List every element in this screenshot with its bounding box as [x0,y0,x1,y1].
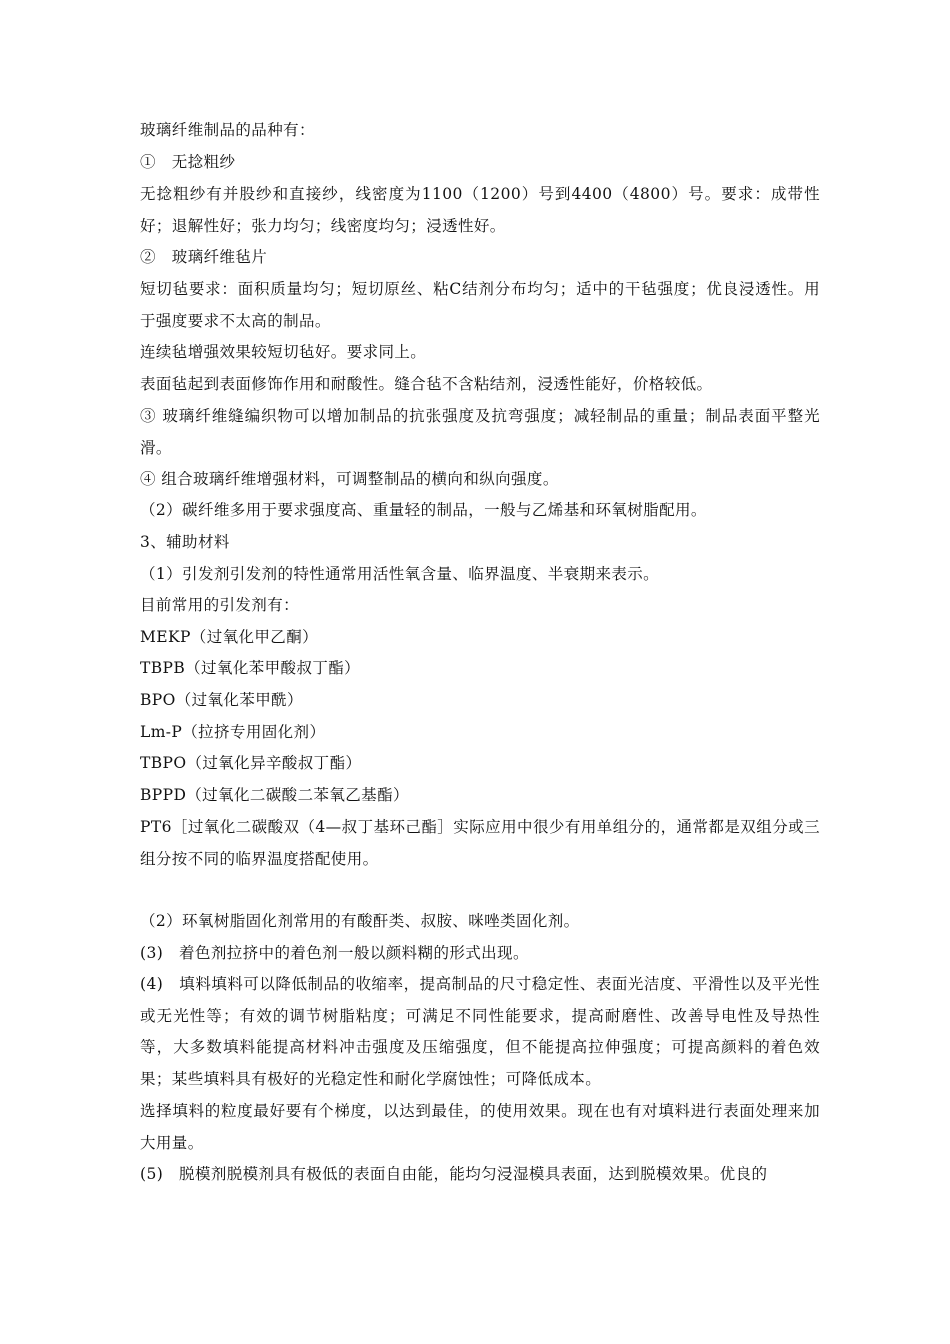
section-3-heading: 3、辅助材料 [140,533,230,551]
initiator-item: Lm-P（拉挤专用固化剂） [140,723,326,741]
filler-paragraph: (4) 填料填料可以降低制品的收缩率，提高制品的尺寸稳定性、表面光洁度、平滑性以及平光性或无光性等；有效的调节树脂粘度；可满足不同性能要求，提高耐磨性、改善导电性及导热性等，大多数填料能提高材料冲击强度及压缩强度，但不能提高拉伸强度；可提高颜料的着色效果；某些填料具有极好的光稳定性和耐化学腐蚀性；可降低成本。 [140,975,820,1088]
roving-paragraph: 无捻粗纱有并股纱和直接纱，线密度为1100（1200）号到4400（4800）号。要求：成带性好；退解性好；张力均匀；线密度均匀；浸透性好。 [140,185,820,235]
surface-mat-paragraph: 表面毡起到表面修饰作用和耐酸性。缝合毡不含粘结剂，浸透性能好，价格较低。 [140,375,713,393]
continuous-mat-paragraph: 连续毡增强效果较短切毡好。要求同上。 [140,343,427,361]
initiator-item: BPPD（过氧化二碳酸二苯氧乙基酯） [140,786,409,804]
item-2-heading: ② 玻璃纤维毡片 [140,248,268,266]
initiator-item: TBPB（过氧化苯甲酸叔丁酯） [140,659,361,677]
item-1-heading: ① 无捻粗纱 [140,153,236,171]
initiator-item: BPO（过氧化苯甲酰） [140,691,303,709]
pt6-paragraph: PT6［过氧化二碳酸双（4—叔丁基环己酯］实际应用中很少有用单组分的，通常都是双组分或三组分按不同的临界温度搭配使用。 [140,818,820,868]
chopped-mat-paragraph: 短切毡要求：面积质量均匀；短切原丝、粘C结剂分布均匀；适中的干毡强度；优良浸透性。用于强度要求不太高的制品。 [140,280,820,330]
initiator-paragraph: （1）引发剂引发剂的特性通常用活性氧含量、临界温度、半衰期来表示。 [140,565,660,583]
epoxy-hardener-paragraph: （2）环氧树脂固化剂常用的有酸酐类、叔胺、咪唑类固化剂。 [140,912,580,930]
item-4-paragraph: ④ 组合玻璃纤维增强材料，可调整制品的横向和纵向强度。 [140,470,559,488]
intro-heading: 玻璃纤维制品的品种有： [140,121,315,139]
carbon-fiber-paragraph: （2）碳纤维多用于要求强度高、重量轻的制品，一般与乙烯基和环氧树脂配用。 [140,501,707,519]
filler-size-paragraph: 选择填料的粒度最好要有个梯度，以达到最佳，的使用效果。现在也有对填料进行表面处理来加大用量。 [140,1102,820,1152]
colorant-paragraph: (3) 着色剂拉挤中的着色剂一般以颜料糊的形式出现。 [140,944,529,962]
initiator-list-intro: 目前常用的引发剂有： [140,596,300,614]
initiator-item: TBPO（过氧化异辛酸叔丁酯） [140,754,362,772]
item-3-paragraph: ③ 玻璃纤维缝编织物可以增加制品的抗张强度及抗弯强度；减轻制品的重量；制品表面平整光滑。 [140,407,820,457]
release-agent-paragraph: (5) 脱模剂脱模剂具有极低的表面自由能，能均匀浸湿模具表面，达到脱模效果。优良的 [140,1165,768,1183]
initiator-item: MEKP（过氧化甲乙酮） [140,628,318,646]
